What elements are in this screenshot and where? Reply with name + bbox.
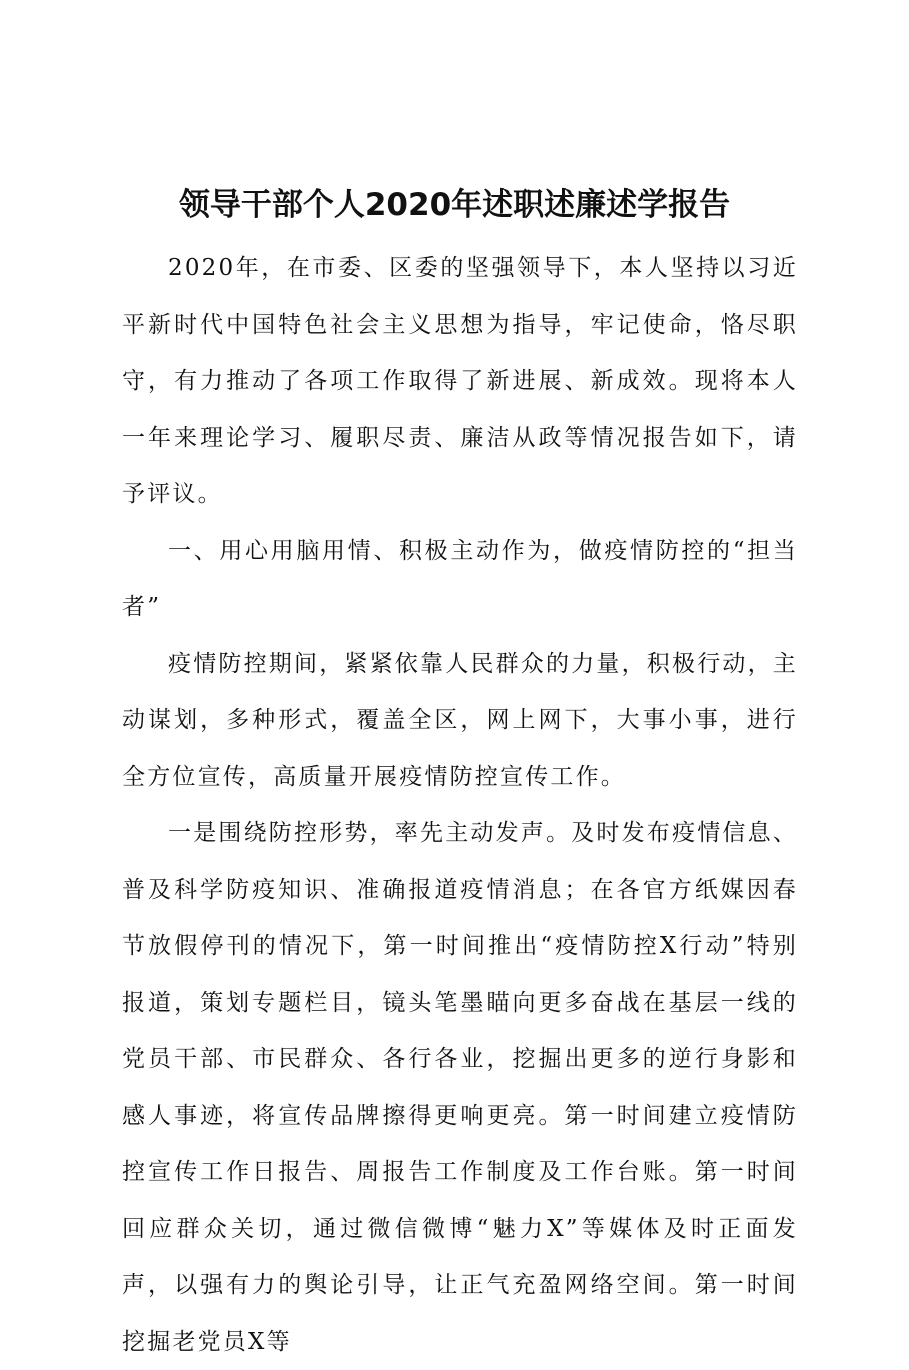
document-title: 领导干部个人2020年述职述廉述学报告	[178, 186, 731, 223]
paragraph-first-point: 一是围绕防控形势，率先主动发声。及时发布疫情信息、普及科学防疫知识、准确报道疫情消息；在各官方纸媒因春节放假停刊的情况下，第一时间推出“疫情防控X行动”特别报道，策划专题栏目，镜头笔墨瞄向更多奋战在基层一线的党员干部、市民群众、各行各业，挖掘出更多的逆行身影和感人事迹，将宣传品牌擦得更响更亮。第一时间建立疫情防控宣传工作日报告、周报告工作制度及工作台账。第一时间回应群众关切，通过微信微博“魅力X”等媒体及时正面发声，以强有力的舆论引导，让正气充盈网络空间。第一时间挖掘老党员X等	[122, 820, 798, 1355]
document-body	[122, 240, 798, 1370]
paragraph-intro: 2020年，在市委、区委的坚强领导下，本人坚持以习近平新时代中国特色社会主义思想为指导，牢记使命，恪尽职守，有力推动了各项工作取得了新进展、新成效。现将本人一年来理论学习、履职尽责、廉洁从政等情况报告如下，请予评议。	[122, 255, 798, 507]
paragraph-epidemic-overview: 疫情防控期间，紧紧依靠人民群众的力量，积极行动，主动谋划，多种形式，覆盖全区，网上网下，大事小事，进行全方位宣传，高质量开展疫情防控宣传工作。	[122, 650, 798, 790]
section-heading-1: 一、用心用脑用情、积极主动作为，做疫情防控的“担当者”	[122, 537, 798, 620]
